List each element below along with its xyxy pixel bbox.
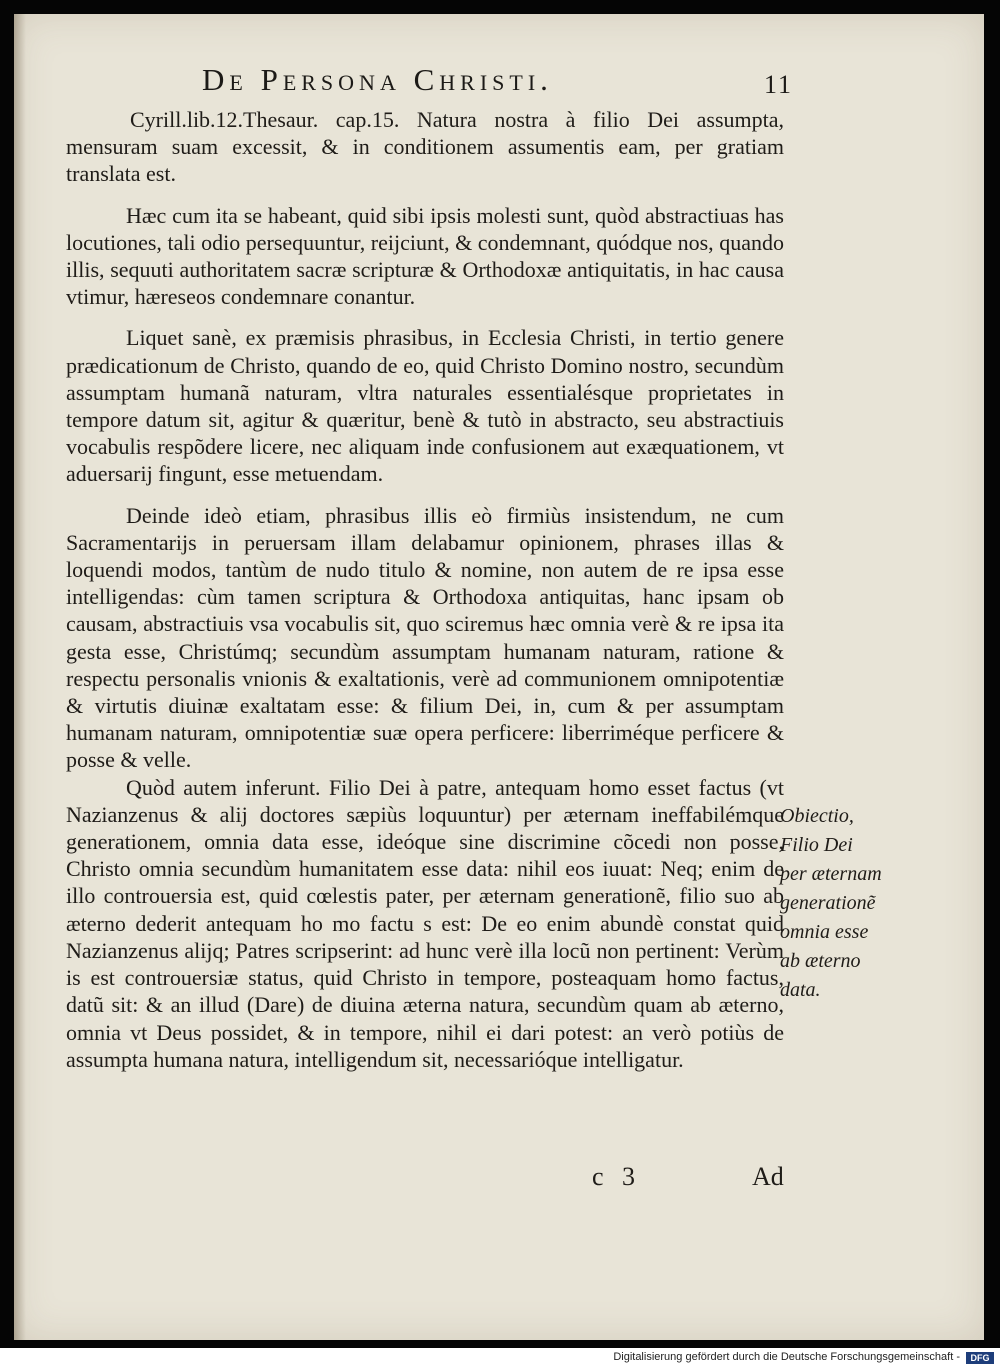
catchword: Ad: [752, 1162, 784, 1191]
main-text: [66, 106, 784, 1073]
dfg-logo: DFG: [966, 1352, 994, 1364]
paragraph: Cyrill.lib.12.Thesaur. cap.15. Natura nostra à filio Dei assumpta, mensuram suam excessit, & in conditionem assumentis eam, per gratiam translata est.: [66, 107, 784, 187]
book-page: [14, 14, 984, 1340]
paragraph: Quòd autem inferunt. Filio Dei à patre, antequam homo esset factus (vt Nazianzenus & alij doctores sæpiùs loquuntur) per æternam ineffabilémque generationem, omnia data esse, ideóque sine discrimine cõcedi non posse, Christo omnia secundùm humanitatem esse data: nihil eos iuuat: Neq; enim de illo controuersia est, quid cœlestis pater, per æternam generationẽ, filio suo ab æterno dederit antequam ho mo factu s est: De eo enim abundè constat quid Nazianzenus alijq; Patres scripserint: ad hunc verè illa locũ non pertinent: Verùm is est controuersiæ status, quid Christo in tempore, posteaquam homo factus, datũ sit: & an illud (Dare) de diuina æterna natura, secundùm quam ab æterno, omnia vt Deus possidet, & in tempore, nihil ei dari potest: an verò potiùs de assumpta humana natura, intelligendum sit, necessarióque intelligatur.: [66, 774, 784, 1072]
paragraph: Liquet sanè, ex præmisis phrasibus, in Ecclesia Christi, in tertio genere prædicationum de Christo, quando de eo, quid Christo Domino nostro, secundùm assumptam humanã naturam, vltra naturales essentialésque proprietates in tempore datum sit, agitur & quæritur, benè & tutò in abstracto, seu abstractiuis vocabulis respõdere licere, nec aliquam inde confusionem aut exæquationem, vt aduersarij fingunt, esse metuendam.: [66, 325, 784, 487]
funding-text: Digitalisierung gefördert durch die Deutsche Forschungsgemeinschaft -: [613, 1351, 960, 1363]
marginal-note: Obiectio, Filio Dei per æternam generationẽ omnia esse ab æterno data.: [780, 805, 882, 1001]
funding-footer: [0, 1348, 1000, 1369]
page-edge-shadow: [14, 14, 26, 1340]
signature-mark: c 3: [592, 1162, 642, 1191]
paragraph: Hæc cum ita se habeant, quid sibi ipsis molesti sunt, quòd abstractiuas has locutiones, tali odio persequuntur, reijciunt, & condemnant, quódque nos, quando illis, sequuti authoritatem sacræ scripturæ & Orthodoxæ antiquitatis, in hac causa vtimur, hæreseos condemnare conantur.: [66, 202, 784, 310]
page-number: 11: [764, 70, 794, 99]
paragraph: Deinde ideò etiam, phrasibus illis eò firmiùs insistendum, ne cum Sacramentarijs in peruersam illam delabamur opinionem, phrases illas & loquendi modos, tantùm de nudo titulo & nomine, non autem de re ipsa esse intelligendas: cùm tamen scriptura & Orthodoxa antiquitas, hanc ipsam ob causam, abstractiuis vsa vocabulis sit, quo sciremus hæc omnia verè & re ipsa ita gesta esse, Christúmq; secundùm assumptam humanam naturam, ratione & respectu personalis vnionis & exaltationis, verè ad communionem omnipotentiæ & virtutis diuinæ exaltatam esse: & filium Dei, in, cum & per assumptam humanam naturam, omnipotentiæ suæ opera perficere: liberriméque perficere & posse & velle.: [66, 502, 784, 773]
running-title: De Persona Christi.: [202, 62, 553, 97]
